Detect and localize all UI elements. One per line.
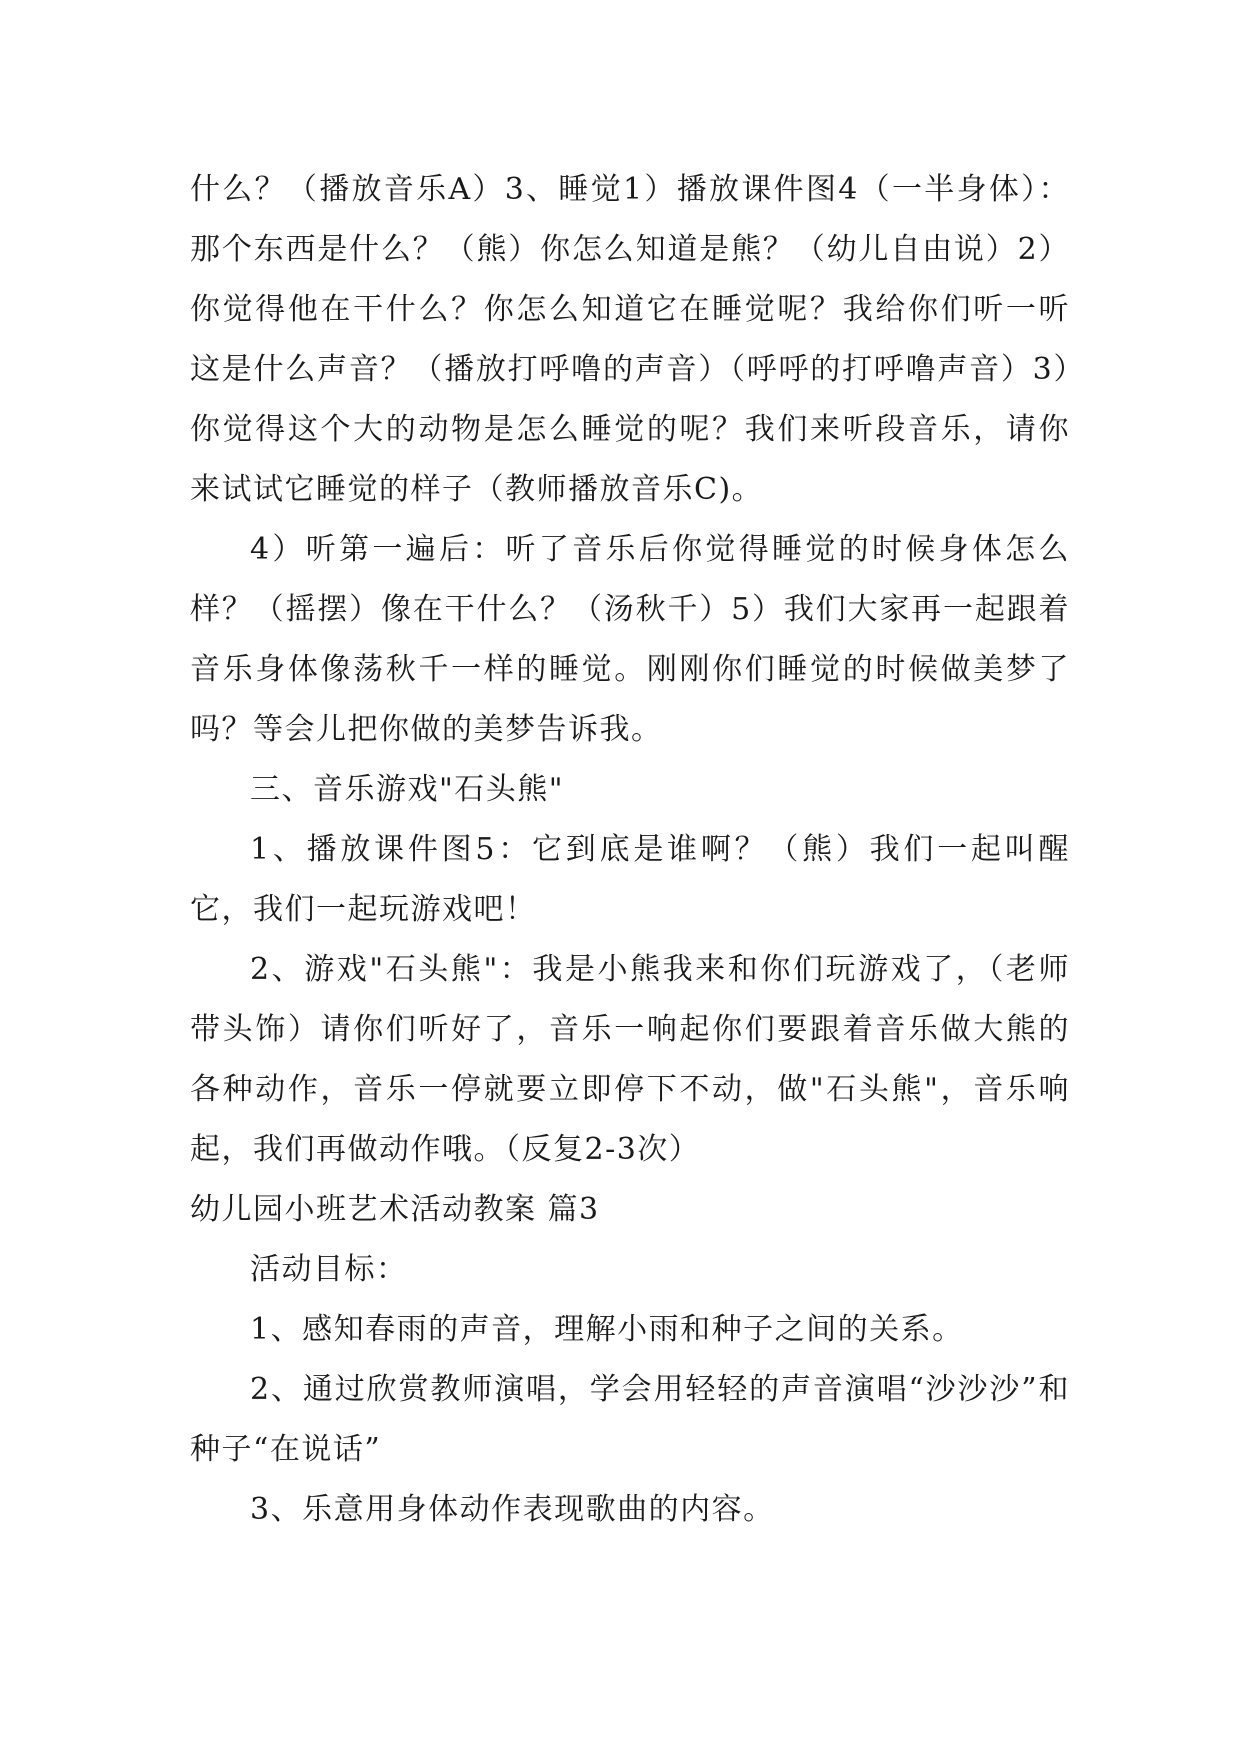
section-heading-music-game: 三、音乐游戏"石头熊" bbox=[250, 772, 565, 807]
goal-item-1: 1、感知春雨的声音，理解小雨和种子之间的关系。 bbox=[250, 1312, 964, 1347]
paragraph-game-step-1: 1、播放课件图5：它到底是谁啊？（熊）我们一起叫醒它，我们一起玩游戏吧！ bbox=[190, 832, 1070, 927]
goal-item-2: 2、通过欣赏教师演唱，学会用轻轻的声音演唱“沙沙沙”和种子“在说话” bbox=[190, 1372, 1070, 1467]
document-body bbox=[190, 160, 1070, 1540]
paragraph-game-step-2: 2、游戏"石头熊"：我是小熊我来和你们玩游戏了，（老师带头饰）请你们听好了，音乐一响起你们要跟着音乐做大熊的各种动作，音乐一停就要立即停下不动，做"石头熊"，音乐响起，我们再做动作哦。（反复2-3次） bbox=[190, 952, 1070, 1167]
section-title-lesson-3: 幼儿园小班艺术活动教案 篇3 bbox=[190, 1192, 600, 1227]
paragraph-1: 什么？（播放音乐A）3、睡觉1）播放课件图4（一半身体）：那个东西是什么？（熊）你怎么知道是熊？（幼儿自由说）2）你觉得他在干什么？你怎么知道它在睡觉呢？我给你们听一听这是什么声音？（播放打呼噜的声音）（呼呼的打呼噜声音）3）你觉得这个大的动物是怎么睡觉的呢？我们来听段音乐，请你来试试它睡觉的样子（教师播放音乐C)。 bbox=[190, 172, 1070, 507]
activity-goals-label: 活动目标： bbox=[250, 1252, 408, 1287]
goal-item-3: 3、乐意用身体动作表现歌曲的内容。 bbox=[250, 1492, 775, 1527]
paragraph-2: 4）听第一遍后：听了音乐后你觉得睡觉的时候身体怎么样？（摇摆）像在干什么？（汤秋千）5）我们大家再一起跟着音乐身体像荡秋千一样的睡觉。刚刚你们睡觉的时候做美梦了吗？等会儿把你做的美梦告诉我。 bbox=[190, 532, 1070, 747]
